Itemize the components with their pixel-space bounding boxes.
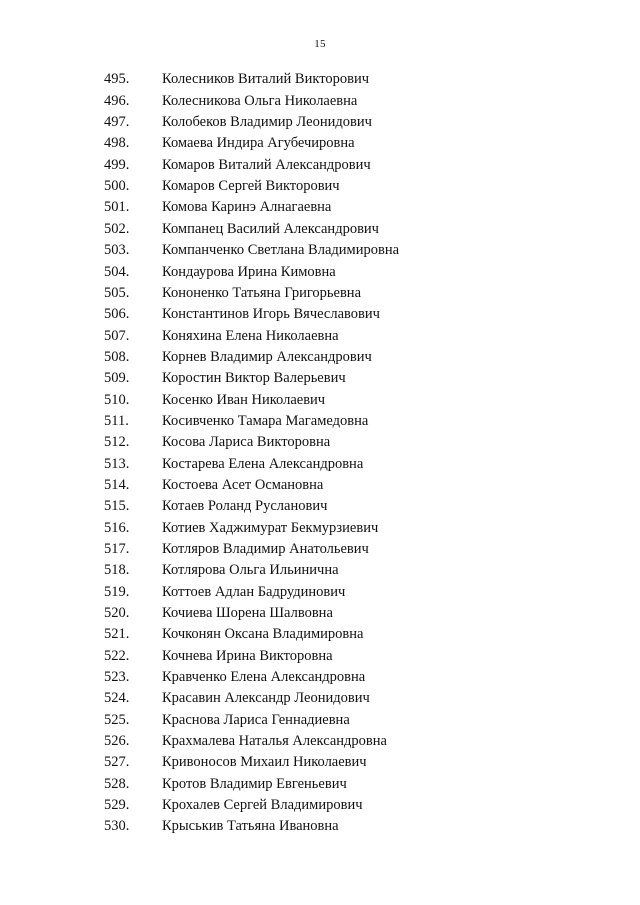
entry-name: Кондаурова Ирина Кимовна: [162, 263, 336, 280]
entry-number: 498.: [104, 135, 130, 152]
entry-number: 496.: [104, 92, 130, 109]
list-item: [0, 261, 640, 282]
entry-number: 495.: [104, 71, 130, 88]
list-item: [0, 667, 640, 688]
entry-number: 521.: [104, 626, 130, 643]
entry-name: Коттоев Адлан Бадрудинович: [162, 583, 346, 600]
list-item: [0, 752, 640, 773]
entry-number: 510.: [104, 391, 130, 408]
list-item: [0, 325, 640, 346]
entry-name: Корнев Владимир Александрович: [162, 348, 372, 365]
list-item: [0, 154, 640, 175]
list-item: [0, 688, 640, 709]
list-item: [0, 603, 640, 624]
entry-number: 530.: [104, 818, 130, 835]
entry-name: Косивченко Тамара Магамедовна: [162, 412, 369, 429]
list-item: [0, 282, 640, 303]
list-item: [0, 517, 640, 538]
list-item: [0, 795, 640, 816]
name-list: [0, 69, 640, 837]
entry-name: Крахмалева Наталья Александровна: [162, 733, 387, 750]
entry-number: 523.: [104, 669, 130, 686]
list-item: [0, 389, 640, 410]
entry-number: 509.: [104, 370, 130, 387]
entry-name: Колобеков Владимир Леонидович: [162, 114, 372, 131]
entry-name: Котлярова Ольга Ильинична: [162, 562, 339, 579]
entry-number: 513.: [104, 455, 130, 472]
list-item: [0, 773, 640, 794]
list-item: [0, 240, 640, 261]
entry-name: Котиев Хаджимурат Бекмурзиевич: [162, 519, 379, 536]
entry-number: 527.: [104, 754, 130, 771]
entry-name: Комаров Сергей Викторович: [162, 178, 340, 195]
entry-number: 499.: [104, 156, 130, 173]
list-item: [0, 90, 640, 111]
entry-name: Компанец Василий Александрович: [162, 220, 379, 237]
list-item: [0, 346, 640, 367]
entry-number: 507.: [104, 327, 130, 344]
list-item: [0, 304, 640, 325]
entry-number: 514.: [104, 476, 130, 493]
entry-number: 497.: [104, 114, 130, 131]
entry-name: Крыськив Татьяна Ивановна: [162, 818, 339, 835]
entry-number: 504.: [104, 263, 130, 280]
page-number: 15: [314, 38, 326, 50]
entry-number: 518.: [104, 562, 130, 579]
entry-name: Комова Каринэ Алнагаевна: [162, 199, 332, 216]
entry-name: Кочконян Оксана Владимировна: [162, 626, 364, 643]
entry-number: 529.: [104, 797, 130, 814]
list-item: [0, 539, 640, 560]
entry-number: 528.: [104, 775, 130, 792]
list-item: [0, 560, 640, 581]
entry-name: Костоева Асет Османовна: [162, 476, 324, 493]
list-item: [0, 411, 640, 432]
entry-name: Котляров Владимир Анатольевич: [162, 540, 369, 557]
entry-name: Колесникова Ольга Николаевна: [162, 92, 358, 109]
entry-number: 515.: [104, 498, 130, 515]
entry-name: Косова Лариса Викторовна: [162, 434, 331, 451]
entry-number: 500.: [104, 178, 130, 195]
entry-name: Коняхина Елена Николаевна: [162, 327, 339, 344]
entry-number: 525.: [104, 711, 130, 728]
entry-number: 505.: [104, 284, 130, 301]
list-item: [0, 197, 640, 218]
list-item: [0, 453, 640, 474]
entry-number: 508.: [104, 348, 130, 365]
entry-number: 501.: [104, 199, 130, 216]
list-item: [0, 176, 640, 197]
entry-name: Кочиева Шорена Шалвовна: [162, 605, 333, 622]
list-item: [0, 731, 640, 752]
list-item: [0, 645, 640, 666]
entry-name: Коростин Виктор Валерьевич: [162, 370, 346, 387]
entry-name: Крохалев Сергей Владимирович: [162, 797, 363, 814]
entry-number: 522.: [104, 647, 130, 664]
list-item: [0, 624, 640, 645]
entry-number: 519.: [104, 583, 130, 600]
entry-name: Краснова Лариса Геннадиевна: [162, 711, 350, 728]
entry-number: 524.: [104, 690, 130, 707]
list-item: [0, 133, 640, 154]
entry-name: Красавин Александр Леонидович: [162, 690, 370, 707]
list-item: [0, 368, 640, 389]
entry-number: 517.: [104, 540, 130, 557]
entry-name: Комаева Индира Агубечировна: [162, 135, 355, 152]
list-item: [0, 581, 640, 602]
list-item: [0, 496, 640, 517]
entry-name: Косенко Иван Николаевич: [162, 391, 326, 408]
list-item: [0, 709, 640, 730]
list-item: [0, 69, 640, 90]
list-item: [0, 432, 640, 453]
entry-number: 520.: [104, 605, 130, 622]
entry-name: Кравченко Елена Александровна: [162, 669, 366, 686]
entry-name: Компанченко Светлана Владимировна: [162, 242, 400, 259]
entry-number: 503.: [104, 242, 130, 259]
list-item: [0, 475, 640, 496]
entry-name: Котаев Роланд Русланович: [162, 498, 328, 515]
entry-number: 506.: [104, 306, 130, 323]
entry-name: Кротов Владимир Евгеньевич: [162, 775, 347, 792]
list-item: [0, 112, 640, 133]
entry-number: 512.: [104, 434, 130, 451]
entry-name: Константинов Игорь Вячеславович: [162, 306, 380, 323]
entry-name: Кочнева Ирина Викторовна: [162, 647, 333, 664]
entry-number: 502.: [104, 220, 130, 237]
entry-name: Колесников Виталий Викторович: [162, 71, 369, 88]
list-item: [0, 816, 640, 837]
entry-number: 526.: [104, 733, 130, 750]
list-item: [0, 218, 640, 239]
entry-name: Кононенко Татьяна Григорьевна: [162, 284, 361, 301]
entry-number: 516.: [104, 519, 130, 536]
entry-number: 511.: [104, 412, 129, 429]
entry-name: Костарева Елена Александровна: [162, 455, 364, 472]
entry-name: Кривоносов Михаил Николаевич: [162, 754, 367, 771]
entry-name: Комаров Виталий Александрович: [162, 156, 371, 173]
